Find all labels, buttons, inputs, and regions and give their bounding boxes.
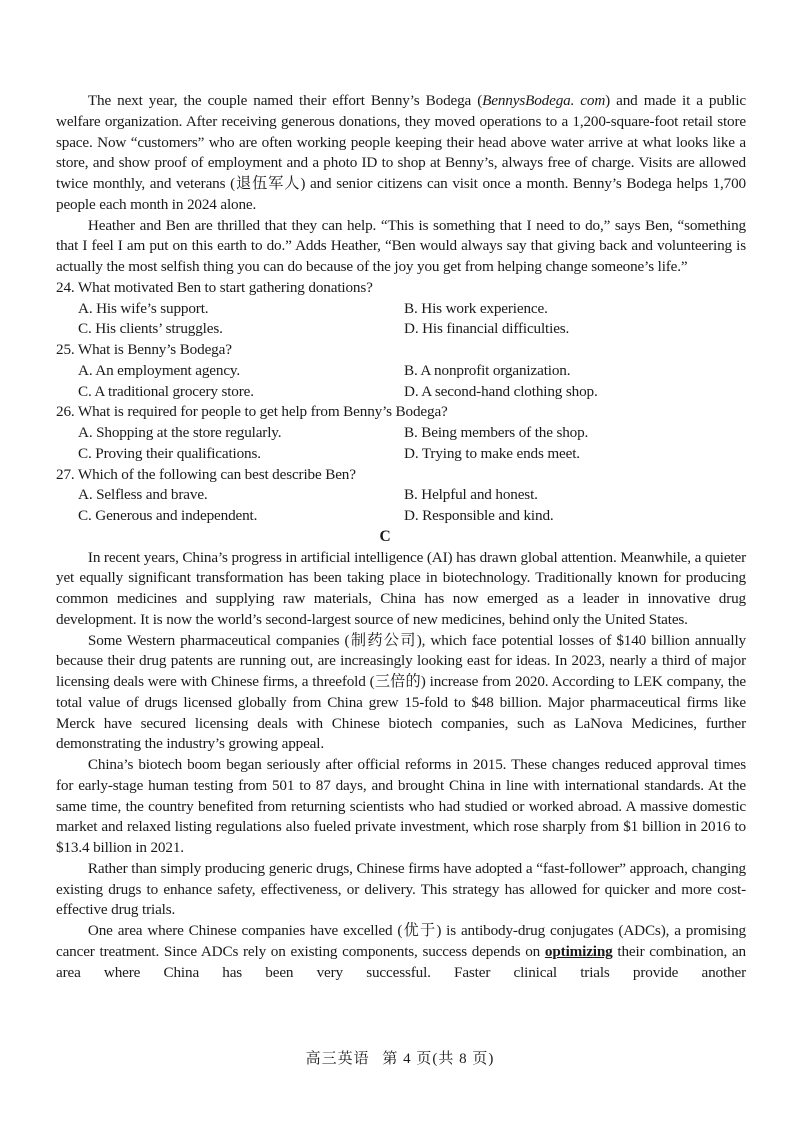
option-c: C. His clients’ struggles. xyxy=(78,320,223,338)
text-segment: The next year, the couple named their effort Benny’s Bodega ( xyxy=(87,92,483,109)
option-b: B. His work experience. xyxy=(404,299,548,317)
question-stem: 25. What is Benny’s Bodega? xyxy=(56,341,232,358)
option-b: B. Being members of the shop. xyxy=(404,424,589,441)
passage-c-paragraph-5 xyxy=(56,921,746,983)
option-a: A. His wife’s support. xyxy=(78,299,209,317)
question-27 xyxy=(56,465,746,527)
footer-subject: 高三英语 xyxy=(305,1051,370,1067)
text-segment: ) and made it a public welfare organization. After receiving generous donations, they moved operations to a 1,200-square-foot retail store space. Now “customers” who are often working people keeping their head above water arrive at what looks like a store, and show proof of employment and a photo ID to shop at Benny’s, always free of charge. Visits are allowed twice monthly, and veterans (退伍军人) and senior citizens can visit once a month. Benny’s Bodega helps 1,700 people each month in 2024 alone. xyxy=(56,92,746,213)
option-b: B. Helpful and honest. xyxy=(404,486,538,504)
passage-c-paragraph-3: China’s biotech boom began seriously after official reforms in 2015. These changes reduced approval times for early-stage human testing from 501 to 87 days, and brought China in line with international standards. At the same time, the country benefited from returning scientists who had studied or worked abroad. A massive domestic market and relaxed listing regulations also fueled private investment, which rose sharply from $1 billion in 2016 to $13.4 billion in 2021. xyxy=(56,756,746,856)
footer-page-number: 第 4 页(共 8 页) xyxy=(382,1051,495,1067)
passage-c-paragraph-4: Rather than simply producing generic drugs, Chinese firms have adopted a “fast-follower” approach, changing existing drugs to enhance safety, effectiveness, or delivery. This strategy has allowed for quicker and more cost-effective drug trials. xyxy=(56,859,746,919)
option-d: D. Responsible and kind. xyxy=(404,507,554,524)
option-c: C. A traditional grocery store. xyxy=(78,382,254,400)
question-26 xyxy=(56,402,746,464)
question-stem: 24. What motivated Ben to start gathering donations? xyxy=(56,278,373,296)
passage-c-paragraph-2: Some Western pharmaceutical companies (制药公司), which face potential losses of $140 billion annually because their drug patents are running out, are increasingly looking east for ideas. In 2023, nearly a third of major licensing deals were with Chinese firms, a threefold (三倍的) increase from 2020. According to LEK company, the total value of drugs licensed globally from China grew 15-fold to $48 billion. Major pharmaceutical firms like Merck have secured licensing deals with Chinese biotech companies, such as LaNova Medicines, further demonstrating the industry’s growing appeal. xyxy=(56,631,746,753)
question-stem: 26. What is required for people to get help from Benny’s Bodega? xyxy=(56,403,448,421)
options xyxy=(56,361,746,403)
option-a: A. An employment agency. xyxy=(78,361,241,379)
passage-b-paragraph-1 xyxy=(56,91,746,216)
website-name: BennysBodega. com xyxy=(482,92,606,109)
passage-b-paragraph-2: Heather and Ben are thrilled that they can help. “This is something that I need to do,” says Ben, “something that I feel I am put on this earth to do.” Adds Heather, “Ben would always say that giving back and volunteering is actually the most selfish thing you can do because of the joy you get from helping change someone’s life.” xyxy=(56,216,746,275)
text-segment: their combination, an area where China has been very successful. Faster clinical trials provide another xyxy=(56,942,747,981)
exam-page xyxy=(56,91,746,983)
question-24 xyxy=(56,278,746,340)
option-c: C. Proving their qualifications. xyxy=(78,444,261,462)
question-stem: 27. Which of the following can best describe Ben? xyxy=(56,465,356,483)
option-c: C. Generous and independent. xyxy=(78,507,258,524)
options xyxy=(56,299,746,341)
option-a: A. Selfless and brave. xyxy=(78,486,208,504)
options xyxy=(56,485,746,527)
option-d: D. His financial difficulties. xyxy=(404,320,570,338)
section-heading: C xyxy=(379,527,391,545)
option-d: D. Trying to make ends meet. xyxy=(404,444,580,462)
passage-c-paragraph-1: In recent years, China’s progress in artificial intelligence (AI) has drawn global attention. Meanwhile, a quieter yet equally significant transformation has been taking place in biotechnology. Traditionally known for producing common medicines and supplying raw materials, China has now emerged as a leader in innovative drug development. It is now the world’s second-largest source of new medicines, behind only the United States. xyxy=(56,548,746,628)
text-segment: One area where Chinese companies have excelled (优于) is antibody-drug conjugates (ADCs), a promising cancer treatment. Since ADCs rely on existing components, success depends on xyxy=(56,922,746,960)
option-b: B. A nonprofit organization. xyxy=(404,361,571,379)
page-footer xyxy=(0,1047,800,1068)
underlined-word: optimizing xyxy=(544,942,613,960)
options xyxy=(56,423,746,465)
option-a: A. Shopping at the store regularly. xyxy=(78,424,282,441)
question-25 xyxy=(56,340,746,402)
option-d: D. A second-hand clothing shop. xyxy=(404,382,598,400)
